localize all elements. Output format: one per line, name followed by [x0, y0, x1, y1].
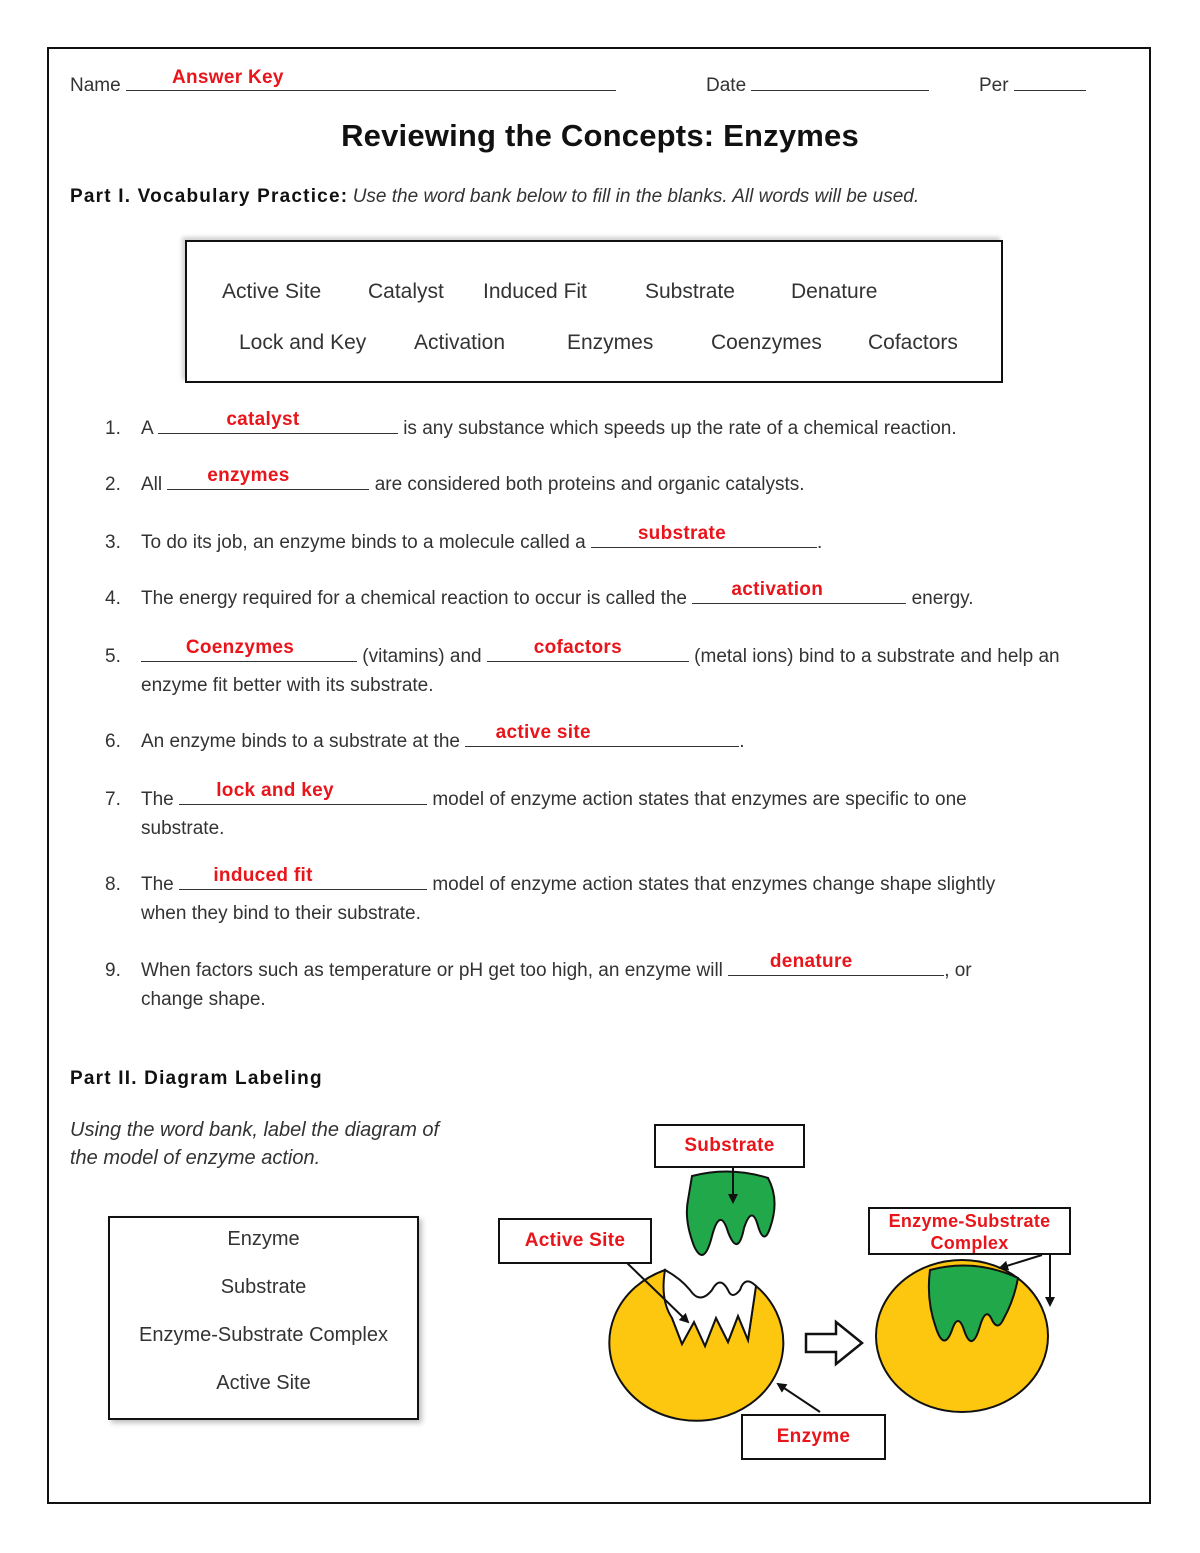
word-bank-item: Activation: [414, 331, 506, 354]
answer-text: active site: [495, 722, 591, 743]
diagram-bank-item: Enzyme: [227, 1228, 300, 1250]
enzyme-shape: [609, 1270, 783, 1421]
label-substrate: Substrate: [654, 1124, 805, 1168]
substrate-shape: [687, 1171, 775, 1255]
answer-text: enzymes: [207, 465, 290, 486]
complex-arrow-1: [1000, 1255, 1042, 1268]
label-active-site: Active Site: [498, 1218, 652, 1264]
part2-instructions-line1: Using the word bank, label the diagram of: [70, 1119, 440, 1141]
word-bank-item: Catalyst: [368, 280, 444, 303]
word-bank-item: Active Site: [222, 280, 322, 303]
part2-heading: Part II. Diagram Labeling: [70, 1068, 323, 1089]
date-label: Date: [706, 75, 747, 96]
answer-text: lock and key: [216, 780, 334, 801]
part1-instructions: Use the word bank below to fill in the blanks. All words will be used.: [352, 186, 920, 207]
page-title: Reviewing the Concepts: Enzymes: [341, 118, 859, 153]
answer-text: catalyst: [226, 409, 300, 430]
word-bank-item: Denature: [791, 280, 878, 303]
label-enzyme: Enzyme: [741, 1414, 886, 1460]
word-bank-item: Cofactors: [868, 331, 958, 354]
diagram-bank-item: Substrate: [220, 1276, 307, 1298]
answer-text: substrate: [637, 523, 727, 544]
diagram-bank-item: Active Site: [216, 1372, 311, 1394]
part2-instructions-line2: the model of enzyme action.: [70, 1147, 321, 1169]
name-answer: Answer Key: [171, 67, 284, 88]
reaction-arrow: [806, 1322, 862, 1364]
answer-text: induced fit: [213, 865, 313, 886]
word-bank-item: Substrate: [645, 280, 735, 303]
name-label: Name: [70, 75, 121, 96]
answer-text: Coenzymes: [185, 637, 295, 658]
per-label: Per: [979, 75, 1009, 96]
word-bank-item: Induced Fit: [483, 280, 587, 303]
diagram-bank-item: Enzyme-Substrate Complex: [139, 1324, 388, 1346]
word-bank-item: Enzymes: [567, 331, 654, 354]
part1-heading: Part I. Vocabulary Practice:: [70, 186, 349, 207]
answer-text: denature: [769, 951, 853, 972]
answer-text: cofactors: [533, 637, 622, 658]
answer-text: activation: [731, 579, 824, 600]
enzyme-arrow: [778, 1384, 820, 1412]
label-enzyme-substrate-complex: Enzyme-Substrate Complex: [868, 1207, 1071, 1255]
word-bank-item: Coenzymes: [711, 331, 822, 354]
word-bank-item: Lock and Key: [239, 331, 367, 354]
